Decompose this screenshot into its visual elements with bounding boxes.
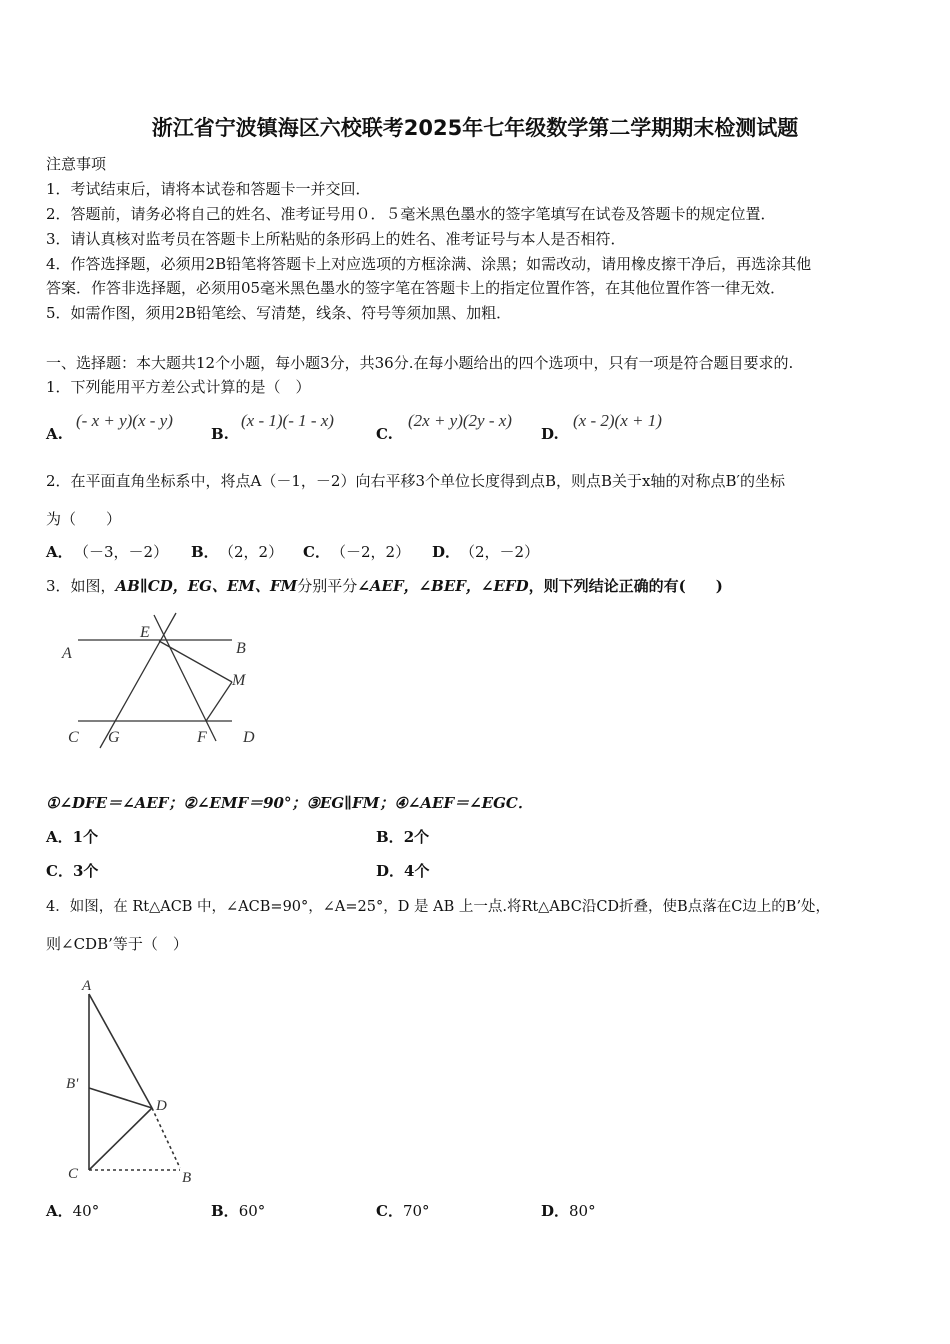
page-title: 浙江省宁波镇海区六校联考2025年七年级数学第二学期期末检测试题 — [151, 116, 799, 140]
dashed-db — [152, 1108, 180, 1168]
q1-option-c-expr: (2x + y)(2y - x) — [408, 411, 512, 430]
label-a: A — [62, 645, 72, 662]
label-d: D — [243, 729, 255, 746]
label-f: F — [197, 729, 207, 746]
q4-option-b: B．60° — [211, 1202, 266, 1220]
q1-option-b-expr: (x - 1)(- 1 - x) — [241, 411, 334, 430]
q2-option-d-text: （2，－2） — [460, 543, 540, 561]
label-b: B — [182, 1170, 192, 1186]
q3-option-b: B．2个 — [376, 828, 430, 846]
label-c: C — [68, 729, 79, 746]
question-4-stem: 4．如图，在 Rt△ACB 中，∠ACB=90°，∠A=25°，D 是 AB 上一点.将Rt△ABC沿CD折叠，使B点落在C边上的B’处， — [46, 899, 831, 915]
q4-figure — [60, 972, 220, 1192]
question-3-stem — [46, 575, 723, 596]
notice-item: 3．请认真核对监考员在答题卡上所粘贴的条形码上的姓名、准考证号与本人是否相符． — [46, 230, 626, 248]
q2-option-a-letter: A． — [46, 543, 73, 561]
q3-stem-mid: 分别平分 — [297, 577, 358, 595]
q1-option-d-letter: D. — [541, 425, 559, 443]
q2-option-a-text: （－3，－2） — [74, 543, 169, 561]
q1-option-a-letter: A. — [46, 425, 63, 443]
question-1-stem: 1．下列能用平方差公式计算的是（ ） — [46, 378, 311, 396]
label-d: D — [156, 1098, 167, 1114]
q1-option-b-letter: B. — [211, 425, 229, 443]
label-e: E — [140, 624, 150, 641]
question-2-stem: 2．在平面直角坐标系中，将点A（－1，－2）向右平移3个单位长度得到点B，则点B关于x轴的对称点B′的坐标 — [46, 472, 785, 490]
q3-figure — [50, 605, 280, 755]
q1-option-c-letter: C. — [376, 425, 393, 443]
line-eg — [100, 613, 176, 748]
q4-option-c: C．70° — [376, 1202, 430, 1220]
notice-item: 1．考试结束后，请将本试卷和答题卡一并交回． — [46, 180, 371, 198]
notice-item: 答案．作答非选择题，必须用05毫米黑色墨水的签字笔在答题卡上的指定位置作答，在其他位置作答一律无效． — [46, 279, 786, 297]
line-fm — [206, 682, 232, 721]
q1-option-d-expr: (x - 2)(x + 1) — [573, 411, 662, 430]
q3-stem-angles: ∠AEF，∠BEF，∠EFD — [357, 577, 529, 595]
label-c: C — [68, 1166, 79, 1182]
q1-option-a-expr: (- x + y)(x - y) — [76, 411, 173, 430]
line-ef — [154, 615, 216, 741]
label-m: M — [232, 672, 246, 689]
side-dc — [89, 1108, 152, 1170]
q3-option-d: D．4个 — [376, 862, 430, 880]
line-em — [159, 641, 232, 682]
q4-option-a: A．40° — [46, 1202, 100, 1220]
label-b-prime: B' — [66, 1076, 79, 1092]
q3-statements: ①∠DFE＝∠AEF；②∠EMF＝90°；③EG∥FM；④∠AEF＝∠EGC． — [46, 794, 533, 812]
q2-option-b-text: （2，2） — [219, 543, 284, 561]
q2-option-b-letter: B． — [191, 543, 219, 561]
label-g: G — [108, 729, 120, 746]
q3-stem-prefix: 3．如图， — [46, 577, 116, 595]
section-heading: 一、选择题：本大题共12个小题，每小题3分，共36分.在每小题给出的四个选项中，只有一项是符合题目要求的. — [46, 354, 794, 372]
q3-stem-math: AB∥CD，EG、EM、FM — [115, 577, 298, 595]
q2-option-c-letter: C． — [303, 543, 330, 561]
notice-item: 2．答题前，请务必将自己的姓名、准考证号用０．５毫米黑色墨水的签字笔填写在试卷及答题卡的规定位置． — [46, 205, 776, 223]
question-4-stem-cont: 则∠CDB’等于（ ） — [46, 935, 188, 953]
q2-option-d-letter: D． — [432, 543, 461, 561]
question-2-stem-cont: 为（ ） — [46, 510, 122, 528]
q3-stem-suffix: ，则下列结论正确的有( ) — [528, 577, 723, 595]
q4-option-d: D．80° — [541, 1202, 596, 1220]
notice-item: 5．如需作图，须用2B铅笔绘、写清楚，线条、符号等须加黑、加粗． — [46, 304, 512, 322]
q2-option-c-text: （－2，2） — [331, 543, 411, 561]
label-a: A — [82, 978, 92, 994]
label-b: B — [236, 640, 246, 657]
notice-heading: 注意事项 — [46, 155, 107, 173]
q3-option-a: A．1个 — [46, 828, 99, 846]
q3-option-c: C．3个 — [46, 862, 99, 880]
notice-item: 4．作答选择题，必须用2B铅笔将答题卡上对应选项的方框涂满、涂黑；如需改动，请用橡皮擦干净后，再选涂其他 — [46, 255, 812, 273]
